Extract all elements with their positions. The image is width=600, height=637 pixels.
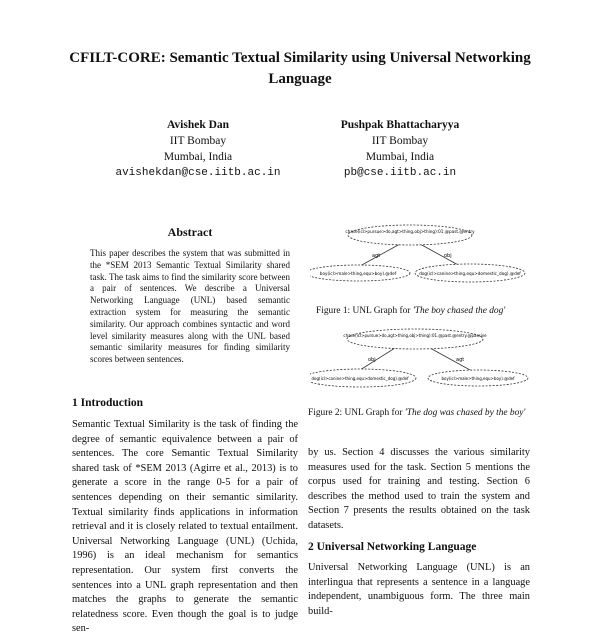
author-name: Avishek Dan — [166, 119, 230, 131]
author-block-1 — [98, 117, 298, 181]
author-affiliation: IIT Bombay — [371, 135, 429, 147]
section-2-text: Universal Networking Language (UNL) is an interlingua that represents a sentence in a language independent, unambiguous form. The three main build- — [308, 562, 530, 617]
author-location: Mumbai, India — [365, 151, 435, 163]
node-label: boy(icl>male>thing,equ>boy).@def — [441, 376, 515, 381]
right-column-paragraph: by us. Section 4 discusses the various similarity measures used for the task. Section 5 mentions the corpus used for training and testing. Section 6 describes the method used to train the system and Section 7 presents the results obtained on the task datasets. — [308, 447, 530, 531]
figure-2-graph — [310, 326, 530, 396]
edge-label: obj — [444, 253, 452, 259]
figure-1-graph — [310, 220, 530, 292]
node-label: boy(icl>male>thing,equ>boy).@def — [319, 271, 397, 276]
caption-prefix: Figure 1: UNL Graph for — [316, 306, 413, 316]
node-label: dog(icl>canine>thing,equ>domestic_dog).@def — [311, 376, 409, 381]
edge-label: agt — [372, 253, 381, 259]
caption-quote: 'The boy chased the dog' — [412, 306, 506, 316]
paper-title: CFILT-CORE: Semantic Textual Similarity using Universal Networking Language — [69, 50, 531, 87]
edge-label: agt — [456, 357, 465, 363]
graph-node-root — [347, 329, 483, 349]
node-label: chase(icl>pursue>do,agt>thing,obj>thing):01.@past.@entry.@passive — [343, 333, 487, 338]
graph-edge — [420, 244, 460, 266]
caption-quote: 'The dog was chased by the boy' — [404, 408, 526, 418]
author-name: Pushpak Bhattacharyya — [340, 119, 460, 131]
author-email: avishekdan@cse.iitb.ac.in — [115, 167, 281, 179]
section-2-heading: 2 Universal Networking Language — [308, 541, 477, 553]
author-block-2 — [300, 117, 500, 181]
section-1-heading: 1 Introduction — [72, 397, 144, 409]
edge-label: obj — [368, 357, 376, 363]
node-label: chase(icl>pursue>do,agt>thing,obj>thing):01.@past.@entry — [345, 229, 475, 234]
abstract-text: This paper describes the system that was submitted in the *SEM 2013 Semantic Textual Similarity shared task. The task aims to find the similarity score between a pair of sentences. We describe a Universal Networking Language (UNL) based semantic extraction system for measuring the semantic similarity. Our approach combines syntactic and word level similarity measures along with the UNL based semantic similarity measures for finding similarity scores between sentences. — [90, 248, 290, 365]
node-label: dog(icl>canine>thing,equ>domestic_dog).@def — [419, 271, 521, 276]
section-1-text: Semantic Textual Similarity is the task of finding the degree of semantic equivalence between a pair of sentences. The core Semantic Textual Similarity shared task of *SEM 2013 (Agirre et al., 2013) is to generate a score in the range 0-5 for a pair of sentences depending on their semantic similarity. Textual similarity finds applications in information retrieval and it is closely related to textual entailment. Universal Networking Language (UNL) (Uchida, 1996) is an ideal mechanism for semantics representation. Our system first converts the sentences into a UNL graph representation and then matches the graphs to generate the semantic relatedness score. Even though the goal is to judge sen- — [72, 419, 298, 635]
graph-edge — [360, 348, 395, 370]
author-email: pb@cse.iitb.ac.in — [343, 167, 457, 179]
author-location: Mumbai, India — [163, 151, 233, 163]
graph-node-root — [348, 225, 472, 245]
abstract-heading: Abstract — [167, 225, 213, 239]
author-affiliation: IIT Bombay — [169, 135, 227, 147]
caption-prefix: Figure 2: UNL Graph for — [308, 408, 405, 418]
figure-1-caption — [316, 305, 505, 317]
figure-2-caption — [308, 407, 530, 419]
